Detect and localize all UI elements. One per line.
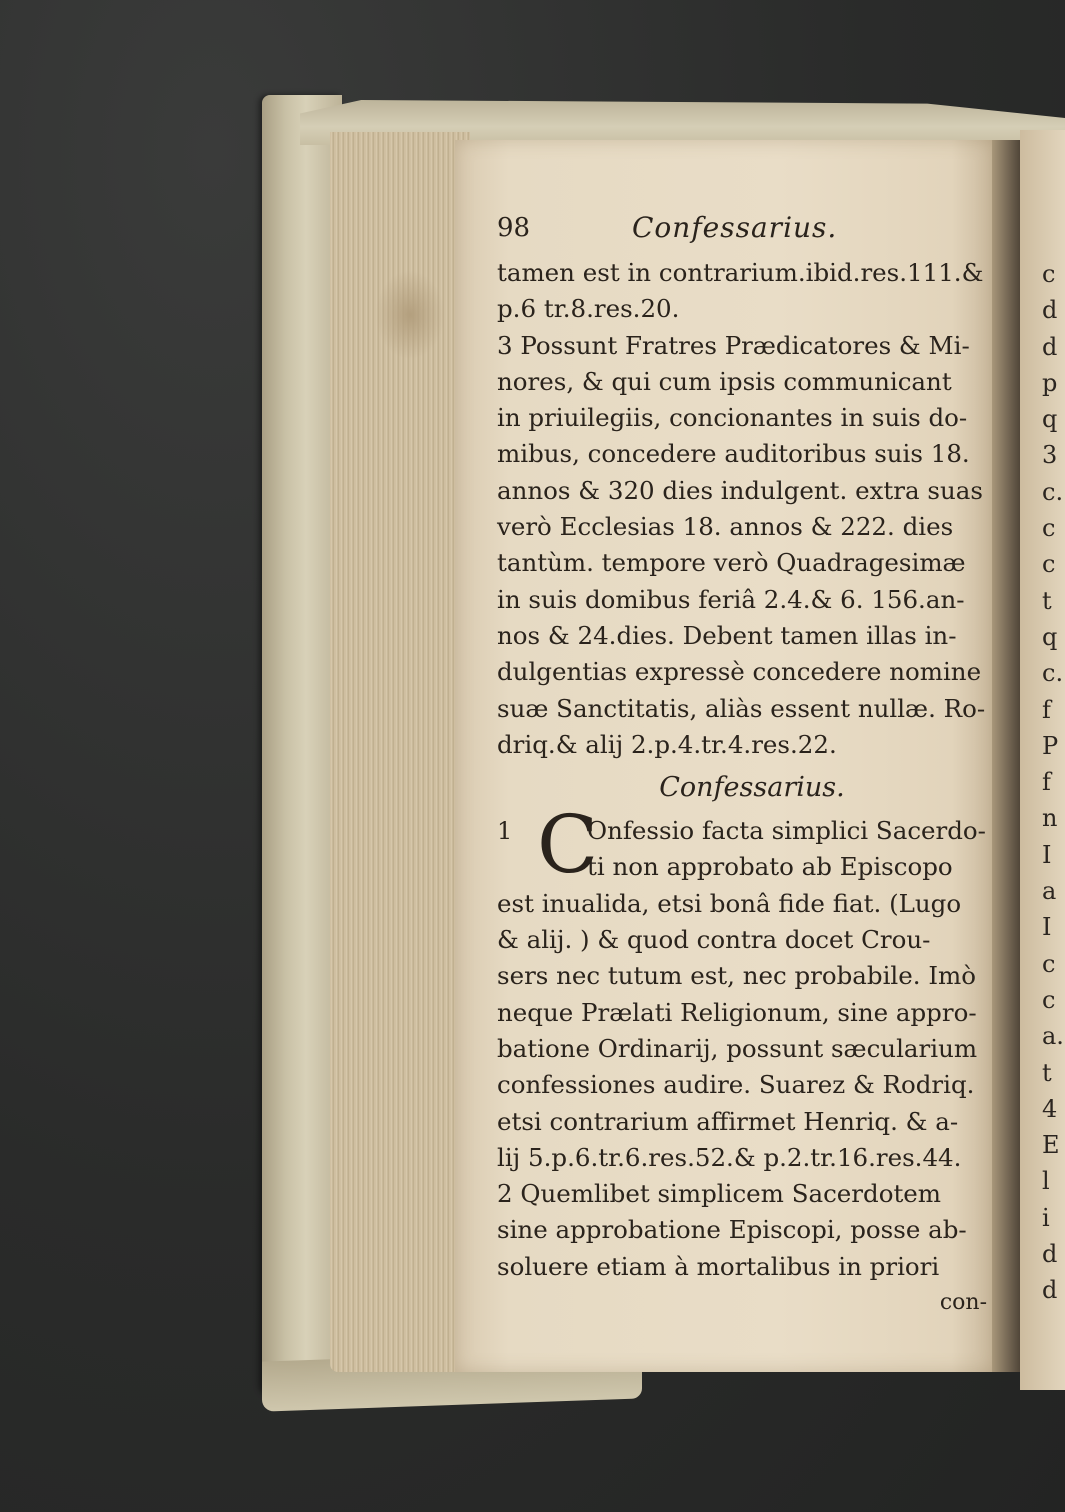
facing-page-text [1042,256,1065,1309]
section-heading: Confessarius. [659,772,845,804]
drop-cap: C [537,798,599,892]
facing-fragment: i [1042,1203,1050,1232]
text-line: & alij. ) & quod contra docet Crou- [497,925,931,955]
facing-fragment: q [1042,622,1058,651]
facing-fragment: P [1042,731,1059,760]
text-line: ti non approbato ab Episcopo [587,852,953,882]
text-line: nos & 24.dies. Debent tamen illas in- [497,620,957,650]
text-line: neque Prælati Religionum, sine appro- [497,997,977,1027]
main-lines [497,886,987,1285]
facing-fragment: a. [1042,1022,1064,1051]
text-line: mibus, concedere auditoribus suis 18. [497,439,970,469]
facing-fragment: d [1042,332,1058,361]
facing-fragment: f [1042,768,1051,797]
text-line: tamen est in contrarium.ibid.res.111.& [497,258,984,287]
section-main [497,798,987,1321]
page-stain [375,270,445,360]
facing-fragment: p [1042,368,1058,397]
text-line: est inualida, etsi bonâ fide fiat. (Lugo [497,888,962,918]
facing-fragment: c [1042,550,1056,579]
text-line: sers nec tutum est, nec probabile. Imò [497,961,977,991]
text-line: Onfessio facta simplici Sacerdo- [587,816,986,846]
book-gutter [992,140,1022,1372]
section-top [497,255,987,763]
page-number: 98 [497,213,531,243]
text-line: verò Ecclesias 18. annos & 222. dies [497,512,954,542]
catchword: con- [939,1290,987,1316]
facing-fragment: I [1042,913,1052,942]
text-line: sine approbatione Episcopi, posse ab- [497,1215,967,1245]
facing-fragment: c. [1042,477,1064,506]
text-line: etsi contrarium affirmet Henriq. & a- [497,1106,959,1136]
text-line: lij 5.p.6.tr.6.res.52.& p.2.tr.16.res.44. [497,1142,962,1172]
facing-fragment: E [1042,1131,1060,1160]
text-line: in priuilegiis, concionantes in suis do- [497,403,968,433]
facing-fragment: l [1042,1167,1050,1196]
text-line: in suis domibus feriâ 2.4.& 6. 156.an- [497,584,965,614]
facing-fragment: 4 [1042,1094,1058,1123]
text-line: batione Ordinarij, possunt sæcularium [497,1033,978,1063]
page-text [497,205,987,1321]
text-line: confessiones audire. Suarez & Rodriq. [497,1070,975,1100]
text-line: 2 Quemlibet simplicem Sacerdotem [497,1179,942,1209]
facing-fragment: c [1042,514,1056,543]
text-line: annos & 320 dies indulgent. extra suas [497,475,983,505]
text-line: tantùm. tempore verò Quadragesimæ [497,548,966,578]
text-line: soluere etiam à mortalibus in priori [497,1251,940,1281]
facing-fragment: a [1042,877,1057,906]
facing-fragment: d [1042,296,1058,325]
paragraph-number: 1 [497,817,513,846]
facing-fragment: c [1042,260,1056,288]
facing-fragment: I [1042,840,1052,869]
text-line: dulgentias expressè concedere nomine [497,657,982,687]
facing-fragment: c [1042,985,1056,1014]
facing-fragment: 3 [1042,441,1058,470]
running-head: Confessarius. [632,211,838,244]
text-line: 3 Possunt Fratres Prædicatores & Mi- [497,330,970,360]
text-line: p.6 tr.8.res.20. [497,294,680,324]
facing-fragment: c. [1042,659,1064,688]
facing-fragment: q [1042,405,1058,434]
text-line: nores, & qui cum ipsis communicant [497,366,952,396]
page-header [497,205,987,255]
facing-fragment: t [1042,1058,1052,1087]
text-line: suæ Sanctitatis, aliàs essent nullæ. Ro- [497,693,986,723]
facing-fragment: c [1042,949,1056,978]
facing-fragment: n [1042,804,1058,833]
facing-fragment: d [1042,1276,1058,1305]
text-line: driq.& alij 2.p.4.tr.4.res.22. [497,729,837,759]
facing-fragment: f [1042,695,1051,724]
facing-fragment: d [1042,1240,1058,1269]
facing-fragment: t [1042,586,1052,615]
